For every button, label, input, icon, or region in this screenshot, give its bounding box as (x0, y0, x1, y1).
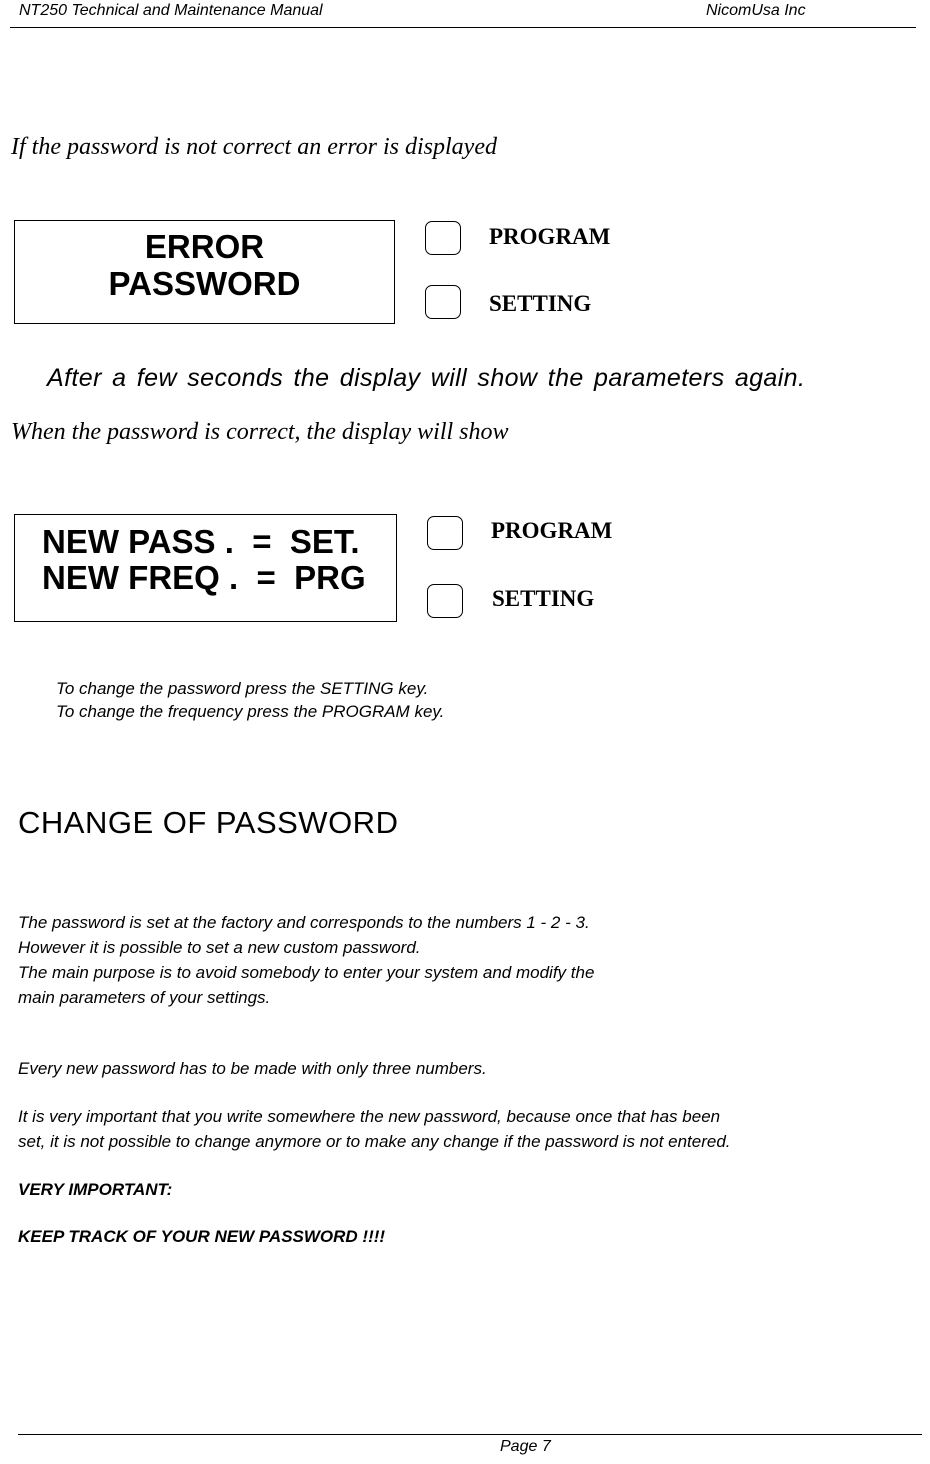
paragraph-write-down-line2: set, it is not possible to change anymore or to make any change if the password is not entered. (18, 1132, 731, 1151)
setting-key-2[interactable] (427, 584, 463, 618)
display-correct-line2: NEW FREQ . = PRG (42, 559, 366, 596)
section-title: CHANGE OF PASSWORD (18, 805, 399, 840)
paragraph-factory-line1: The password is set at the factory and corresponds to the numbers 1 - 2 - 3. (18, 913, 590, 932)
program-key-2[interactable] (427, 516, 463, 550)
paragraph-write-down-line1: It is very important that you write somewhere the new password, because once that has been (18, 1107, 721, 1126)
after-seconds-text: After a few seconds the display will show the parameters again. (47, 364, 806, 392)
instructions (56, 677, 444, 723)
header-rule (10, 27, 916, 28)
intro-correct-text: When the password is correct, the display will show (11, 419, 509, 445)
keep-track-warning: KEEP TRACK OF YOUR NEW PASSWORD !!!! (18, 1227, 386, 1246)
paragraph-write-down (18, 1104, 731, 1154)
display-error-line2: PASSWORD (108, 265, 301, 302)
display-error-panel (14, 220, 395, 324)
paragraph-factory-password (18, 910, 594, 1010)
display-correct-panel (14, 514, 397, 622)
display-correct-line1: NEW PASS . = SET. (42, 523, 360, 560)
very-important-label: VERY IMPORTANT: (18, 1180, 173, 1199)
paragraph-factory-line3: The main purpose is to avoid somebody to enter your system and modify the (18, 963, 595, 982)
setting-key[interactable] (425, 285, 461, 319)
intro-error-text: If the password is not correct an error is displayed (11, 134, 497, 160)
setting-key-label: SETTING (489, 291, 592, 316)
instruction-program: To change the frequency press the PROGRAM key. (56, 702, 445, 721)
paragraph-factory-line4: main parameters of your settings. (18, 988, 271, 1007)
paragraph-factory-line2: However it is possible to set a new custom password. (18, 938, 421, 957)
instruction-setting: To change the password press the SETTING key. (56, 679, 429, 698)
paragraph-three-numbers: Every new password has to be made with only three numbers. (18, 1059, 487, 1078)
program-key-label: PROGRAM (489, 224, 611, 249)
page-number: Page 7 (500, 1438, 551, 1455)
header-company: NicomUsa Inc (706, 2, 806, 19)
display-error-line1: ERROR (144, 228, 265, 265)
program-key-2-label: PROGRAM (491, 518, 613, 543)
footer-rule (18, 1434, 922, 1435)
program-key[interactable] (425, 221, 461, 255)
header-manual-title: NT250 Technical and Maintenance Manual (19, 2, 323, 19)
setting-key-2-label: SETTING (492, 586, 595, 611)
